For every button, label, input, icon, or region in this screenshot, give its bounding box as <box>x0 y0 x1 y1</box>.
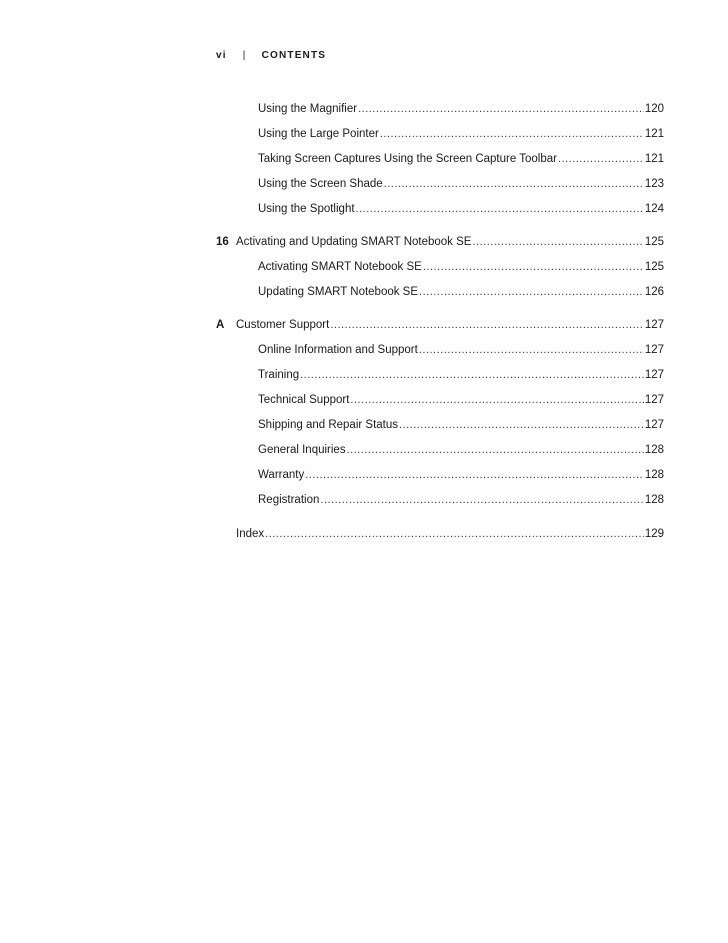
toc-entry[interactable] <box>258 201 664 217</box>
toc-entry-number: 16 <box>216 236 229 248</box>
toc-entry[interactable] <box>258 126 664 142</box>
toc-dot-leader <box>419 284 644 300</box>
toc-entry[interactable] <box>258 442 664 458</box>
toc-entry-page: 125 <box>644 236 664 248</box>
toc-entry-page: 121 <box>644 128 664 140</box>
toc-entry-page: 126 <box>644 286 664 298</box>
toc-entry-page: 127 <box>644 369 664 381</box>
toc-entry[interactable] <box>258 367 664 383</box>
toc-entry-page: 123 <box>644 178 664 190</box>
toc-entry-page: 129 <box>644 528 664 540</box>
toc-dot-leader <box>350 392 643 408</box>
toc-dot-leader <box>330 317 643 333</box>
toc-entry-title: Customer Support <box>236 319 330 331</box>
toc-entry[interactable] <box>258 417 664 433</box>
toc-dot-leader <box>305 467 644 483</box>
toc-entry[interactable] <box>258 151 664 167</box>
toc-entry-page: 127 <box>644 344 664 356</box>
toc-entry-page: 128 <box>644 444 664 456</box>
toc-entry-title: Registration <box>258 494 320 506</box>
running-header <box>216 50 326 61</box>
header-page-number: vi <box>216 50 227 61</box>
toc-entry[interactable] <box>258 492 664 508</box>
toc-entry-title: Shipping and Repair Status <box>258 419 399 431</box>
toc-dot-leader <box>423 259 644 275</box>
toc-entry[interactable] <box>258 259 664 275</box>
toc-entry-title: Taking Screen Captures Using the Screen Capture Toolbar <box>258 153 557 165</box>
toc-entry-title: Index <box>236 528 265 540</box>
toc-entry-title: Online Information and Support <box>258 344 418 356</box>
toc-entry-number: A <box>216 319 225 331</box>
toc-entry[interactable] <box>216 317 664 333</box>
toc-dot-leader <box>558 151 644 167</box>
toc-entry-title: Training <box>258 369 300 381</box>
toc-entry-title: Activating and Updating SMART Notebook SE <box>236 236 472 248</box>
toc-entry[interactable] <box>258 392 664 408</box>
toc-entry-page: 120 <box>644 103 664 115</box>
toc-entry-title: Using the Large Pointer <box>258 128 379 140</box>
toc-entry-title: Using the Spotlight <box>258 203 355 215</box>
toc-dot-leader <box>380 126 644 142</box>
toc-entry-title: General Inquiries <box>258 444 346 456</box>
toc-dot-leader <box>320 492 643 508</box>
toc-dot-leader <box>384 176 644 192</box>
toc-entry[interactable] <box>236 526 664 542</box>
toc-dot-leader <box>472 234 643 250</box>
toc-entry-page: 127 <box>644 419 664 431</box>
toc-entry-title: Activating SMART Notebook SE <box>258 261 422 273</box>
toc-entry-page: 125 <box>644 261 664 273</box>
toc-entry[interactable] <box>258 176 664 192</box>
toc-entry-page: 128 <box>644 494 664 506</box>
toc-dot-leader <box>300 367 644 383</box>
toc-dot-leader <box>399 417 644 433</box>
toc-entry-page: 124 <box>644 203 664 215</box>
toc-entry-title: Technical Support <box>258 394 350 406</box>
header-separator: | <box>242 50 247 61</box>
toc-entry-page: 121 <box>644 153 664 165</box>
toc-entry-page: 127 <box>644 319 664 331</box>
toc-dot-leader <box>265 526 644 542</box>
toc-entry[interactable] <box>216 234 664 250</box>
header-section-title: CONTENTS <box>261 50 327 61</box>
toc-entry-page: 127 <box>644 394 664 406</box>
toc-dot-leader <box>356 201 644 217</box>
toc-entry-title: Using the Screen Shade <box>258 178 383 190</box>
toc-entry-title: Using the Magnifier <box>258 103 358 115</box>
toc-entry[interactable] <box>258 284 664 300</box>
toc-entry[interactable] <box>258 342 664 358</box>
toc-dot-leader <box>347 442 644 458</box>
toc-entry[interactable] <box>258 467 664 483</box>
toc-entry-title: Warranty <box>258 469 305 481</box>
toc-entry-title: Updating SMART Notebook SE <box>258 286 419 298</box>
toc-dot-leader <box>419 342 644 358</box>
toc-entry[interactable] <box>258 101 664 117</box>
toc-dot-leader <box>358 101 644 117</box>
toc-entry-page: 128 <box>644 469 664 481</box>
